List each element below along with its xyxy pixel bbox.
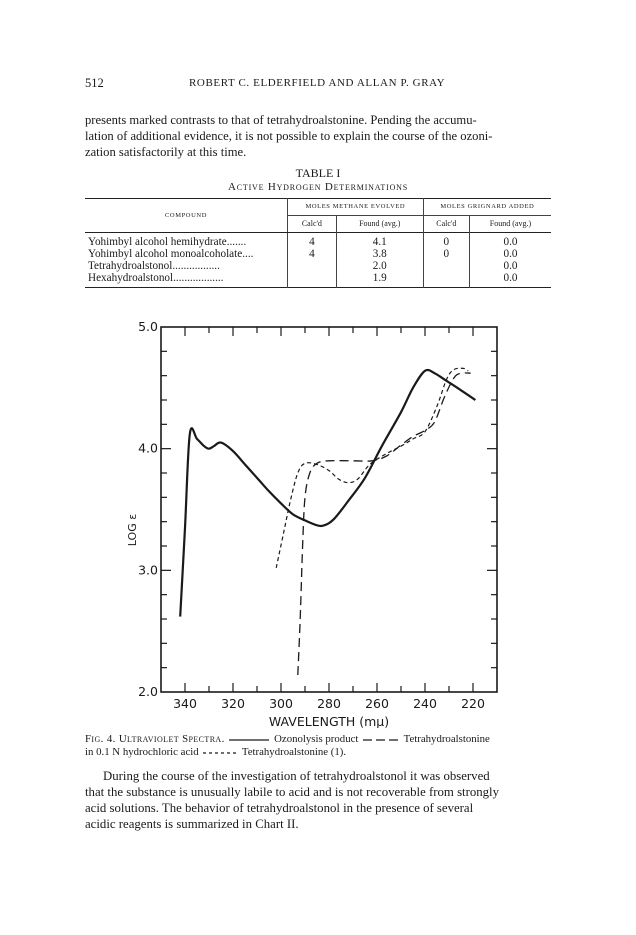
y-tick-label: 2.0	[138, 684, 158, 699]
cell-value	[423, 260, 469, 272]
active-hydrogen-table	[85, 198, 551, 288]
text-line: acid solutions. The behavior of tetrahydroalstonol in the presence of several	[85, 801, 474, 815]
table-row	[85, 248, 551, 260]
legend-solid-label: Ozonolysis product	[274, 733, 359, 745]
y-tick-label: 5.0	[138, 319, 158, 334]
cell-value: 0.0	[503, 260, 518, 272]
y-axis-label: LOG ε	[126, 513, 139, 547]
cell-value	[288, 260, 337, 272]
col-compound-header: COMPOUND	[85, 199, 288, 233]
cell-value: 0.0	[503, 272, 518, 284]
caption-line-2	[85, 746, 551, 759]
cell-value: 0	[423, 248, 469, 260]
col-methane-header: MOLES METHANE EVOLVED	[288, 199, 424, 216]
figure-label: Fig. 4. Ultraviolet Spectra.	[85, 733, 225, 745]
x-tick-label: 340	[173, 696, 197, 711]
cell-value: 2.0	[336, 260, 423, 272]
legend-long-dash-swatch	[361, 736, 401, 744]
cell-value: 4.1	[336, 233, 423, 249]
series-line-dash-long	[298, 373, 471, 675]
table-row	[85, 272, 551, 288]
legend-long-dash-label: Tetrahydroalstonine	[403, 733, 490, 745]
text-line	[85, 768, 551, 784]
text-line: lation of additional evidence, it is not possible to explain the course of the ozoni-	[85, 129, 493, 143]
x-tick-label: 220	[461, 696, 485, 711]
intro-paragraph	[85, 112, 551, 160]
x-tick-labels	[173, 696, 485, 711]
cell-value: 4	[288, 248, 337, 260]
cell-value: 1.9	[336, 272, 423, 288]
col-grignard-calcd: Calc'd	[423, 216, 469, 233]
series-lines	[180, 368, 475, 675]
table-subtitle: Active Hydrogen Determinations	[228, 181, 408, 193]
cell-value: 4	[288, 233, 337, 249]
legend-solid-swatch	[227, 736, 271, 744]
y-tick-label: 4.0	[138, 440, 158, 456]
page-header	[85, 76, 551, 92]
table-title: TABLE I	[295, 166, 341, 180]
x-tick-label: 320	[221, 696, 245, 711]
x-axis-label: WAVELENGTH (mμ)	[268, 714, 390, 728]
x-tick-label: 300	[269, 696, 293, 711]
table-row	[85, 233, 551, 249]
cell-compound: Yohimbyl alcohol hemihydrate.......	[85, 233, 288, 249]
cell-value: 0	[423, 233, 469, 249]
legend-short-dash-label: Tetrahydroalstonine (1).	[241, 746, 347, 758]
text-line: acidic reagents is summarized in Chart II.	[85, 817, 299, 831]
legend-short-dash-swatch	[201, 749, 239, 757]
cell-value	[423, 272, 469, 288]
figure-caption	[85, 733, 551, 759]
x-tick-label: 280	[317, 696, 341, 711]
uv-spectra-chart	[120, 318, 530, 728]
cell-compound: Tetrahydroalstonol.................	[85, 260, 288, 272]
cell-value: 0.0	[503, 236, 518, 248]
x-tick-label: 240	[413, 696, 437, 711]
cell-value: 3.8	[336, 248, 423, 260]
y-tick-labels	[138, 319, 158, 699]
text-line: that the substance is unusually labile to acid and is not recoverable from strongly	[85, 785, 500, 799]
col-methane-found: Found (avg.)	[336, 216, 423, 233]
series-line-solid	[180, 370, 475, 617]
page-number: 512	[85, 76, 104, 90]
caption-text: hydrochloric acid	[122, 746, 199, 758]
caption-text: N	[112, 746, 121, 758]
text-line: zation satisfactorily at this time.	[85, 145, 247, 159]
text-span: During the course of the investigation of tetrahydroalstonol it was observed	[103, 769, 490, 783]
caption-text: in 0.1	[85, 746, 110, 758]
y-tick-label: 3.0	[138, 562, 158, 578]
table-row	[85, 260, 551, 272]
text-line: presents marked contrasts to that of tetrahydroalstonine. Pending the accumu-	[85, 113, 477, 127]
cell-compound: Yohimbyl alcohol monoalcoholate....	[85, 248, 288, 260]
col-grignard-header: MOLES GRIGNARD ADDED	[423, 199, 551, 216]
cell-value: 0.0	[503, 248, 518, 260]
x-tick-label: 260	[365, 696, 389, 711]
cell-compound: Hexahydroalstonol..................	[85, 272, 288, 288]
col-grignard-found: Found (avg.)	[489, 219, 532, 228]
caption-line-1	[85, 733, 551, 746]
running-head: ROBERT C. ELDERFIELD AND ALLAN P. GRAY	[189, 77, 446, 89]
closing-paragraph	[85, 768, 551, 832]
col-methane-calcd: Calc'd	[288, 216, 337, 233]
series-line-dash-short	[276, 368, 468, 568]
cell-value	[288, 272, 337, 288]
